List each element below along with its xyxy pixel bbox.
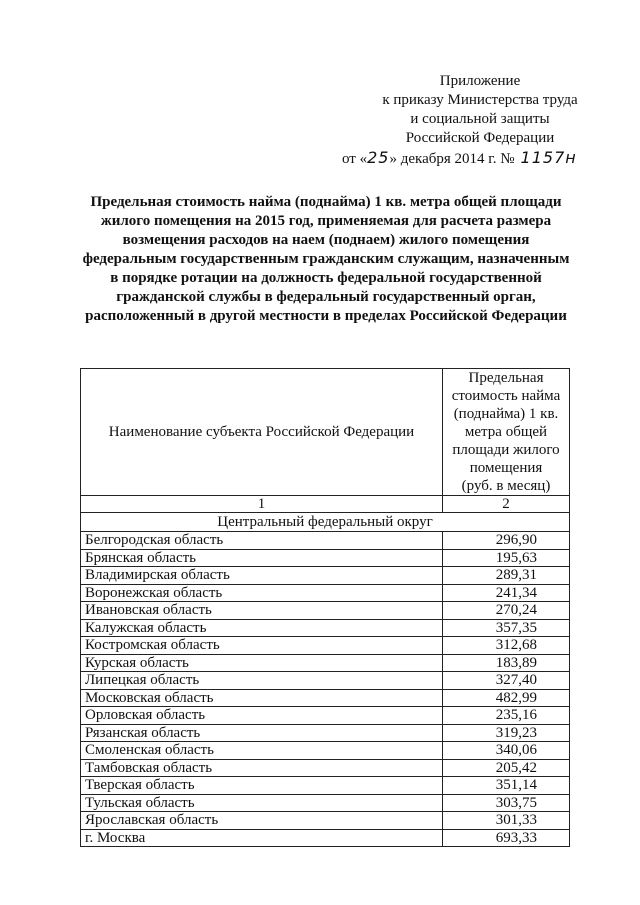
table-row bbox=[81, 829, 570, 847]
subject-value: 270,24 bbox=[443, 602, 570, 620]
table-row bbox=[81, 637, 570, 655]
header-subject-name: Наименование субъекта Российской Федерации bbox=[81, 369, 443, 496]
subject-value: 303,75 bbox=[443, 794, 570, 812]
header-line: (поднайма) 1 кв. bbox=[453, 406, 559, 422]
subject-value: 340,06 bbox=[443, 742, 570, 760]
header-line: площади жилого bbox=[452, 442, 560, 458]
subject-value: 205,42 bbox=[443, 759, 570, 777]
title-line: в порядке ротации на должность федеральной государственной bbox=[110, 270, 542, 286]
subject-value: 289,31 bbox=[443, 567, 570, 585]
header-line: стоимость найма bbox=[451, 388, 561, 404]
subject-name: Рязанская область bbox=[81, 724, 443, 742]
table-row bbox=[81, 654, 570, 672]
table-row bbox=[81, 549, 570, 567]
table-header-row bbox=[81, 369, 570, 496]
title-line: возмещения расходов на наем (поднаем) жилого помещения bbox=[122, 232, 530, 248]
header-line: метра общей bbox=[464, 424, 548, 440]
subject-value: 357,35 bbox=[443, 619, 570, 637]
subject-name: Владимирская область bbox=[81, 567, 443, 585]
table-row bbox=[81, 759, 570, 777]
district-row bbox=[81, 513, 570, 532]
table-row bbox=[81, 742, 570, 760]
header-line: Предельная bbox=[468, 370, 544, 386]
subject-name: Курская область bbox=[81, 654, 443, 672]
table-row bbox=[81, 602, 570, 620]
title-line: гражданской службы в федеральный государственный орган, bbox=[116, 289, 536, 305]
title-line: расположенный в другой местности в пределах Российской Федерации bbox=[85, 308, 567, 324]
appendix-line: к приказу Министерства труда bbox=[382, 92, 578, 108]
subject-name: Тульская область bbox=[81, 794, 443, 812]
subject-value: 195,63 bbox=[443, 549, 570, 567]
appendix-line: и социальной защиты bbox=[410, 111, 550, 127]
subject-value: 241,34 bbox=[443, 584, 570, 602]
table-row bbox=[81, 812, 570, 830]
table-row bbox=[81, 567, 570, 585]
rates-table bbox=[80, 368, 570, 847]
order-date-line bbox=[330, 148, 630, 169]
header-max-cost bbox=[443, 369, 570, 496]
subject-value: 296,90 bbox=[443, 532, 570, 550]
subject-name: Тамбовская область bbox=[81, 759, 443, 777]
table-row bbox=[81, 619, 570, 637]
date-suffix: » декабря 2014 г. № bbox=[389, 151, 515, 167]
subject-name: г. Москва bbox=[81, 829, 443, 847]
column-number: 1 bbox=[81, 496, 443, 513]
column-number-row bbox=[81, 496, 570, 513]
subject-value: 183,89 bbox=[443, 654, 570, 672]
table-body bbox=[81, 513, 570, 847]
subject-value: 312,68 bbox=[443, 637, 570, 655]
subject-name: Липецкая область bbox=[81, 672, 443, 690]
subject-name: Тверская область bbox=[81, 777, 443, 795]
header-line: (руб. в месяц) bbox=[461, 478, 551, 494]
subject-value: 693,33 bbox=[443, 829, 570, 847]
district-name: Центральный федеральный округ bbox=[81, 513, 570, 532]
title-line: жилого помещения на 2015 год, применяемая для расчета размера bbox=[100, 213, 552, 229]
date-prefix: от « bbox=[342, 151, 368, 167]
subject-value: 301,33 bbox=[443, 812, 570, 830]
subject-name: Ивановская область bbox=[81, 602, 443, 620]
appendix-line: Приложение bbox=[439, 73, 521, 89]
table-row bbox=[81, 532, 570, 550]
subject-name: Ярославская область bbox=[81, 812, 443, 830]
handwritten-order-number: 1157н bbox=[520, 148, 577, 167]
subject-name: Костромская область bbox=[81, 637, 443, 655]
subject-value: 319,23 bbox=[443, 724, 570, 742]
title-line: федеральным государственным гражданским служащим, назначенным bbox=[82, 251, 570, 267]
subject-name: Орловская область bbox=[81, 707, 443, 725]
table-row bbox=[81, 794, 570, 812]
column-number: 2 bbox=[443, 496, 570, 513]
subject-name: Воронежская область bbox=[81, 584, 443, 602]
subject-value: 327,40 bbox=[443, 672, 570, 690]
subject-value: 235,16 bbox=[443, 707, 570, 725]
document-title bbox=[70, 193, 582, 326]
appendix-block bbox=[330, 72, 630, 169]
appendix-line: Российской Федерации bbox=[405, 130, 555, 146]
subject-value: 351,14 bbox=[443, 777, 570, 795]
header-line: помещения bbox=[469, 460, 543, 476]
subject-name: Брянская область bbox=[81, 549, 443, 567]
handwritten-day: 25 bbox=[367, 148, 390, 167]
table-row bbox=[81, 707, 570, 725]
subject-name: Смоленская область bbox=[81, 742, 443, 760]
subject-value: 482,99 bbox=[443, 689, 570, 707]
subject-name: Московская область bbox=[81, 689, 443, 707]
title-line: Предельная стоимость найма (поднайма) 1 кв. метра общей площади bbox=[90, 194, 562, 210]
subject-name: Белгородская область bbox=[81, 532, 443, 550]
table-row bbox=[81, 689, 570, 707]
subject-name: Калужская область bbox=[81, 619, 443, 637]
table-row bbox=[81, 777, 570, 795]
table-row bbox=[81, 584, 570, 602]
table-row bbox=[81, 672, 570, 690]
table-row bbox=[81, 724, 570, 742]
